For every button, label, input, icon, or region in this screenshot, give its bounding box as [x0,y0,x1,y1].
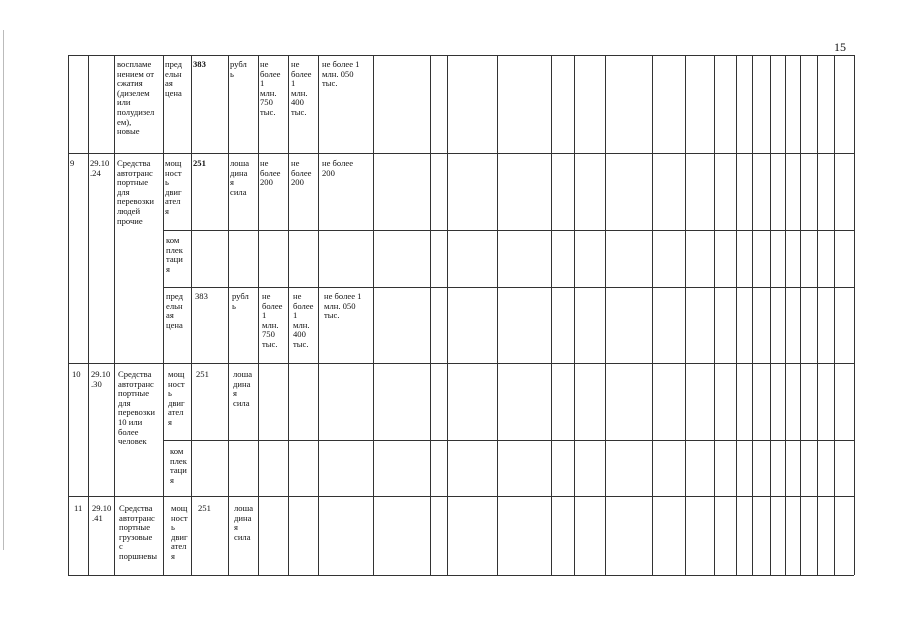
table-cell-num: 9 [70,159,75,168]
table-cell-value: не более 200 [291,159,312,188]
grid-vertical-line [228,55,229,575]
table-cell-value: не более 1 млн. 050 тыс. [322,60,360,89]
table-cell-code: 29.10 .41 [92,504,112,523]
table-cell-name: воспламе нением от сжатия (дизелем или полудизел ем), новые [117,60,155,137]
grid-vertical-line [551,55,552,575]
grid-horizontal-line [68,363,854,364]
table-cell-okei: 383 [193,60,206,69]
table-cell-okei: 251 [196,370,209,379]
grid-vertical-line [785,55,786,575]
grid-horizontal-line [68,575,854,576]
table-cell-okei: 383 [195,292,208,301]
grid-vertical-line [430,55,431,575]
grid-vertical-line [652,55,653,575]
table-cell-indicator: мощ ност ь двиг ател я [171,504,188,561]
grid-vertical-line [447,55,448,575]
table-cell-name: Средства автотранс портные для перевозки людей прочие [117,159,154,226]
grid-vertical-line [68,55,69,575]
page-number: 15 [834,40,846,54]
table-cell-unit: лоша дина я сила [234,504,254,542]
grid-vertical-line [685,55,686,575]
grid-horizontal-line [68,496,854,497]
grid-vertical-line [736,55,737,575]
table-cell-indicator: ком плек таци я [170,447,187,485]
grid-vertical-line [191,55,192,575]
table-cell-num: 11 [74,504,83,513]
table-cell-value: не более 1 млн. 400 тыс. [291,60,312,117]
grid-vertical-line [752,55,753,575]
grid-vertical-line [288,55,289,575]
grid-vertical-line [800,55,801,575]
grid-vertical-line [497,55,498,575]
table-cell-code: 29.10 .24 [90,159,110,178]
table-cell-indicator: пред ельн ая цена [165,60,182,98]
table-cell-name: Средства автотранс портные грузовые с поршневы [119,504,158,561]
grid-vertical-line [605,55,606,575]
table-cell-unit: рубл ь [232,292,249,311]
table-cell-value: не более 1 млн. 750 тыс. [262,292,283,349]
grid-vertical-line [770,55,771,575]
grid-vertical-line [714,55,715,575]
table-cell-indicator: мощ ност ь двиг ател я [168,370,185,427]
table-cell-indicator: пред ельн ая цена [166,292,183,330]
grid-vertical-line [258,55,259,575]
table-cell-value: не более 1 млн. 750 тыс. [260,60,281,117]
grid-horizontal-line [68,55,854,56]
table-cell-okei: 251 [193,159,206,168]
table-cell-num: 10 [72,370,81,379]
table-cell-value: не более 200 [260,159,281,188]
table-cell-unit: лоша дина я сила [233,370,253,408]
table-cell-indicator: мощ ност ь двиг ател я [165,159,182,216]
table-cell-unit: рубл ь [230,60,247,79]
grid-vertical-line [114,55,115,575]
scan-edge-mark [3,30,4,550]
grid-vertical-line [574,55,575,575]
grid-subrow-line [163,287,854,288]
table-cell-unit: лоша дина я сила [230,159,250,197]
table-cell-okei: 251 [198,504,211,513]
grid-subrow-line [163,440,854,441]
grid-subrow-line [163,230,854,231]
grid-vertical-line [834,55,835,575]
grid-horizontal-line [68,153,854,154]
grid-vertical-line [817,55,818,575]
table-cell-name: Средства автотранс портные для перевозки 10 или более человек [118,370,155,447]
grid-vertical-line [163,55,164,575]
table-cell-code: 29.10 .30 [91,370,111,389]
grid-vertical-line [854,55,855,575]
table-cell-value: не более 200 [322,159,354,178]
grid-vertical-line [88,55,89,575]
table-cell-indicator: ком плек таци я [166,236,183,274]
table-cell-value: не более 1 млн. 400 тыс. [293,292,314,349]
table-cell-value: не более 1 млн. 050 тыс. [324,292,362,321]
